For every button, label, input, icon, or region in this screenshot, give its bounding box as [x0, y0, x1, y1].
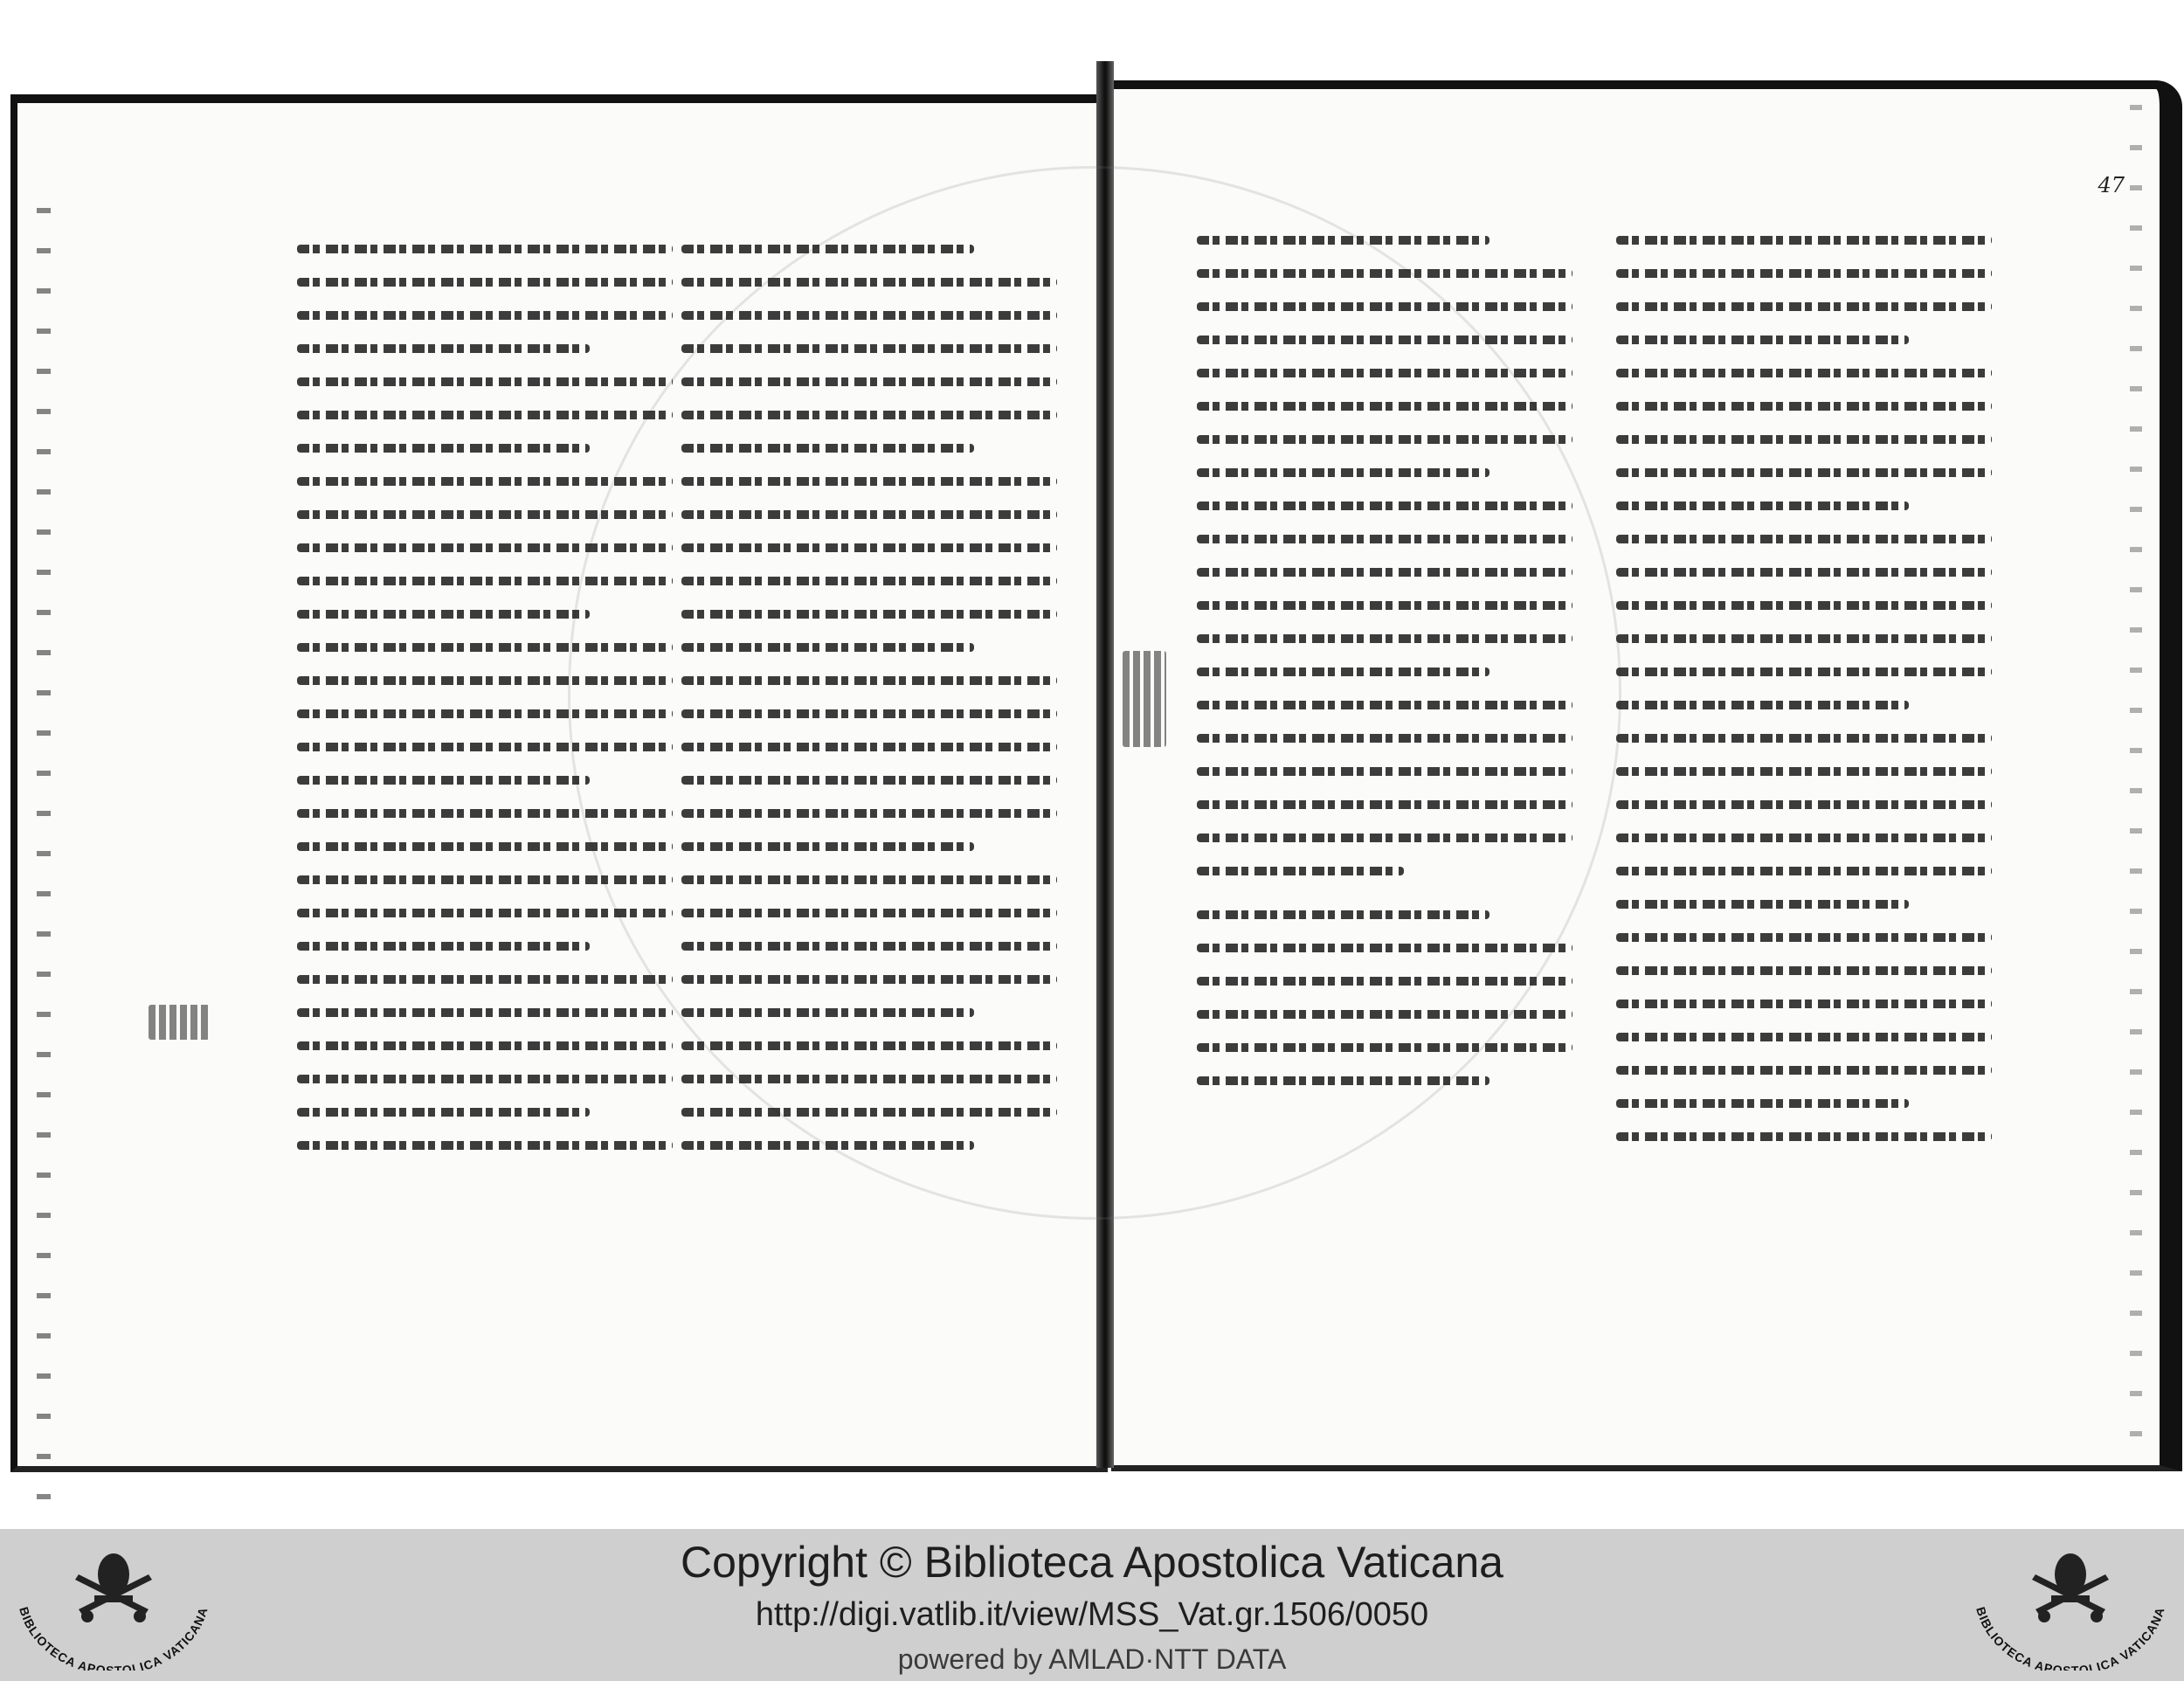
library-logo-left [0, 1539, 227, 1671]
logo-label-left: BIBLIOTECA APOSTOLICA VATICANA [17, 1605, 211, 1671]
papal-coat-of-arms-icon [1957, 1539, 2184, 1671]
svg-text:BIBLIOTECA APOSTOLICA VATICANA [1973, 1605, 2167, 1671]
page-edge-right [2130, 105, 2142, 1442]
text-column-4 [1616, 236, 1992, 1232]
text-column-2 [681, 245, 1057, 1241]
powered-by-text: powered by AMLAD·NTT DATA [897, 1643, 1287, 1675]
source-url[interactable]: http://digi.vatlib.it/view/MSS_Vat.gr.1506/0050 [755, 1596, 1429, 1633]
papal-coat-of-arms-icon [0, 1539, 227, 1671]
text-column-3 [1197, 236, 1572, 1232]
logo-label-right: BIBLIOTECA APOSTOLICA VATICANA [1973, 1605, 2167, 1671]
page-edge-left [37, 208, 51, 1545]
marginal-note-center [1123, 651, 1166, 747]
marginal-note-left [149, 1005, 210, 1040]
text-column-1 [297, 245, 673, 1241]
book-gutter [1096, 61, 1114, 1468]
copyright-footer [0, 1529, 2184, 1681]
library-logo-right [1957, 1539, 2184, 1671]
folio-number: 47 [2098, 173, 2125, 197]
copyright-text: Copyright © Biblioteca Apostolica Vaticana [681, 1538, 1503, 1587]
svg-text:BIBLIOTECA APOSTOLICA VATICANA [17, 1605, 211, 1671]
